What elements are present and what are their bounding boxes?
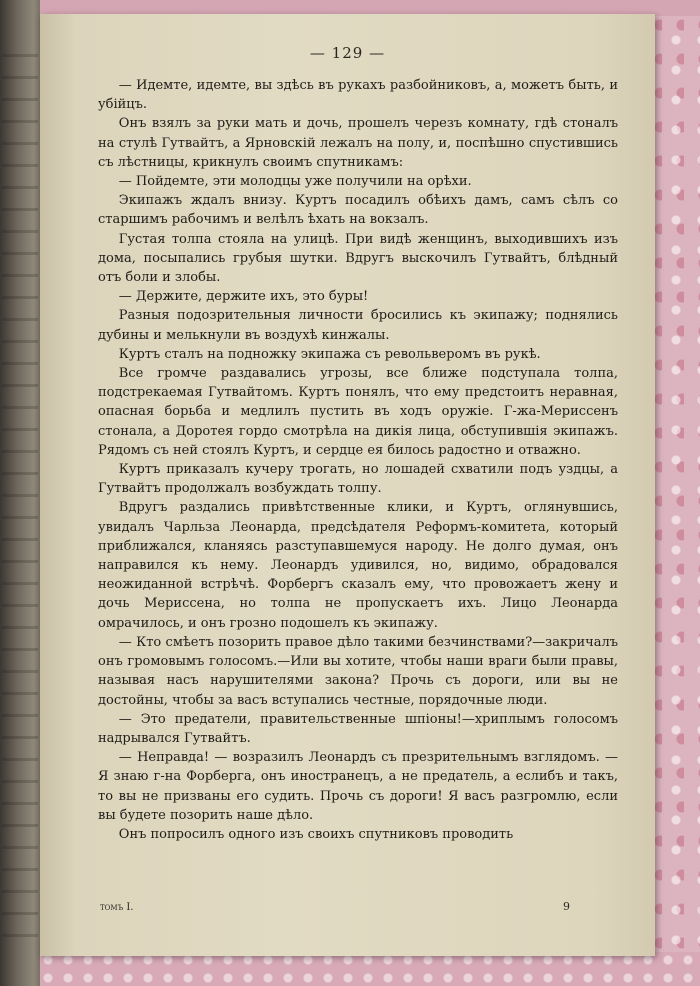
page-number: — 129 — bbox=[309, 44, 386, 62]
paragraph: Вдругъ раздались привѣтственные клики, и Куртъ, оглянувшись, увидалъ Чарльза Леонарда, предсѣдателя Реформъ-комитета, который приближался, кланяясь разступавшемуся народу. Не долго думая, онъ направился къ нему. Леонардъ удивился, но, видимо, обрадовался неожиданной встрѣчѣ. Форбергъ сказалъ ему, что провожаетъ жену и дочь Мериссена, но толпа не пропускаетъ ихъ. Лицо Леонарда омрачилось, и онъ грозно подошелъ къ экипажу. bbox=[98, 500, 618, 631]
volume-mark: томъ I. bbox=[100, 902, 134, 913]
adjacent-page-text-sliver bbox=[2, 40, 38, 940]
book-page bbox=[40, 14, 655, 956]
paragraph: — Кто смѣетъ позорить правое дѣло такими безчинствами?—закричалъ онъ громовымъ голосомъ.—Или вы хотите, чтобы наши враги были правы, называя насъ нарушителями закона? Прочь съ дороги, или вы не достойны, чтобы за васъ вступались честные, порядочные люди. bbox=[98, 634, 618, 708]
paragraph: Густая толпа стояла на улицѣ. При видѣ женщинъ, выходившихъ изъ дома, посыпались грубыя шутки. Вдругъ выскочилъ Гутвайтъ, блѣдный отъ боли и злобы. bbox=[98, 231, 618, 286]
paragraph: Куртъ сталъ на подножку экипажа съ револьверомъ въ рукѣ. bbox=[118, 346, 541, 362]
paragraph: — Идемте, идемте, вы здѣсь въ рукахъ разбойниковъ, а, можетъ быть, и убійцъ. bbox=[98, 78, 618, 113]
signature-mark: 9 bbox=[563, 900, 570, 913]
paragraph: Все громче раздавались угрозы, все ближе подступала толпа, подстрекаемая Гутвайтомъ. Куртъ понялъ, что ему предстоитъ неравная, опасная борьба и медлилъ пустить въ ходъ оружіе. Г-жа-Мериссенъ стонала, а Доротея гордо смотрѣла на дикія лица, обступившія экипажъ. Рядомъ съ ней стоялъ Куртъ, и сердце ея билось радостно и отважно. bbox=[98, 366, 618, 458]
paragraph: Онъ взялъ за руки мать и дочь, прошелъ черезъ комнату, гдѣ стоналъ на стулѣ Гутвайтъ, а Ярновскій лежалъ на полу, и, поспѣшно спустившись съ лѣстницы, крикнулъ своимъ спутникамъ: bbox=[98, 116, 618, 170]
paragraph: Онъ попросилъ одного изъ своихъ спутниковъ проводить bbox=[118, 826, 514, 842]
paragraph: Разныя подозрительныя личности бросились къ экипажу; поднялись дубины и мелькнули въ воздухѣ кинжалы. bbox=[98, 308, 618, 343]
page-body bbox=[98, 76, 618, 844]
paragraph: Куртъ приказалъ кучеру трогать, но лошадей схватили подъ уздцы, а Гутвайтъ продолжалъ возбуждать толпу. bbox=[98, 462, 618, 497]
pink-endpaper-bottom bbox=[40, 952, 700, 986]
paragraph: — Это предатели, правительственные шпіоны!—хриплымъ голосомъ надрывался Гутвайтъ. bbox=[98, 711, 618, 746]
paragraph: — Держите, держите ихъ, это буры! bbox=[118, 289, 369, 305]
paragraph: — Неправда! — возразилъ Леонардъ съ презрительнымъ взглядомъ. — Я знаю г-на Форберга, онъ иностранецъ, а не предатель, а еслибъ и такъ, то вы не призваны его судить. Прочь съ дороги! Я васъ разгромлю, если вы будете позорить наше дѣло. bbox=[98, 750, 618, 823]
paragraph: — Пойдемте, эти молодцы уже получили на орѣхи. bbox=[118, 174, 472, 190]
paragraph: Экипажъ ждалъ внизу. Куртъ посадилъ обѣихъ дамъ, самъ сѣлъ со старшимъ рабочимъ и велѣлъ ѣхать на вокзалъ. bbox=[98, 193, 618, 228]
